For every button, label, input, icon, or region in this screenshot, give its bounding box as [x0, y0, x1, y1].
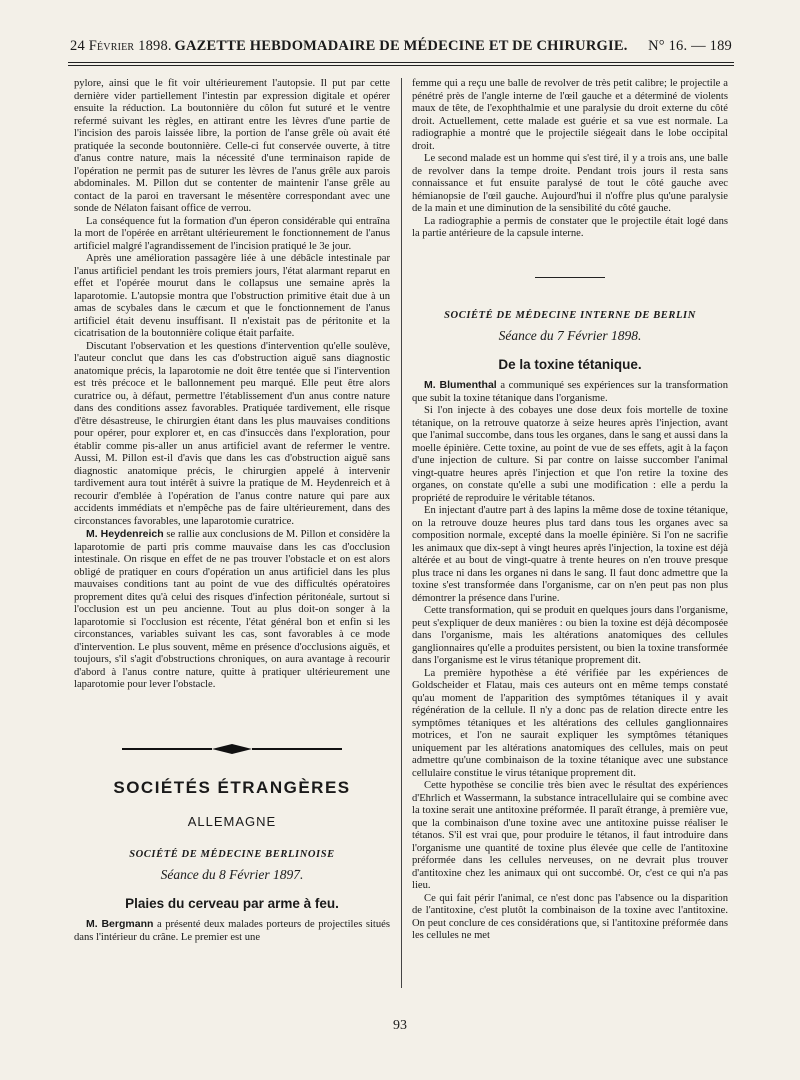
paragraph: La radiographie a permis de constater que le projectile était logé dans la partie antérieure de la capsule interne.	[412, 215, 728, 239]
right-paragraphs	[412, 379, 728, 943]
paragraph: Cette transformation, qui se produit en quelques jours dans l'organisme, peut s'expliquer de deux manières : ou bien la toxine est déjà décomposée dans l'organisme, mais les altérations anatomiques des cellules ganglionnaires qu'elle a produites persistent, ou bien la toxine transformée dans l'organisme est le virus tétanique proprement dit.	[412, 605, 728, 666]
paragraph: Après une amélioration passagère liée à une débâcle intestinale par l'anus artificiel pendant les trois premiers jours, l'état alarmant reparut en effet et l'opérée mourut dans le collapsus une semaine après la laparotomie. L'autopsie montra que l'obstruction primitive était due à un amas de scybales dans le cæcum et que le fonctionnement de l'anus artificiel était devenu insuffisant. Il n'existait pas de péritonite et la cicatrisation de la boutonnière colique était parfaite.	[74, 253, 390, 339]
paragraph: La conséquence fut la formation d'un éperon considérable qui entraîna la mort de l'opérée en arrêtant ultérieurement le fonctionnement de l'anus artificiel malgré l'agrandissement de l'incision pratiqué le 3e jour.	[74, 215, 390, 252]
paragraph: En injectant d'autre part à des lapins la même dose de toxine tétanique, on la retrouve douze heures plus tard dans tous les organes avec sa composition normale, excepté dans la moelle épinière. Si l'on ne sacrifie les animaux que dix-sept à vingt heures après l'injection, la toxine est déjà altérée et au bout de vingt-quatre à trente heures on n'en trouve presque plus trace ni dans les organes ni dans le sang. Il faut donc admettre que la toxine s'est transformée dans l'organisme, car on n'en peut pas non plus démontrer la présence dans l'urine.	[412, 505, 728, 604]
article-body	[74, 918, 390, 944]
society-name-right: SOCIÉTÉ DE MÉDECINE INTERNE DE BERLIN	[444, 309, 696, 321]
speaker-name: M. Bergmann	[86, 918, 154, 930]
society-name: SOCIÉTÉ DE MÉDECINE BERLINOISE	[129, 848, 335, 860]
seance-date: Séance du 8 Février 1897.	[160, 867, 304, 882]
article-title-right: De la toxine tétanique.	[498, 356, 642, 372]
paragraph: La première hypothèse a été vérifiée par les expériences de Goldscheider et Flatau, mais ces auteurs ont en même temps constaté qu'au moment de l'apparition des symptômes tétaniques il y avait régénération de la cellule. Il n'y a donc pas de relation directe entre les symptômes tétaniques et les altérations des cellules ganglionnaires motrices, et l'on ne saurait expliquer les symptômes tétaniques uniquement par les altérations anatomiques des cellules, mais on peut admettre qu'une combinaison de la toxine tétanique avec une substance cellulaire constitue le virus tétanique proprement dit.	[412, 667, 728, 779]
page-number: 93	[393, 1018, 407, 1033]
right-column	[412, 78, 728, 1008]
left-paragraphs	[74, 78, 390, 692]
paragraph: Ce qui fait périr l'animal, ce n'est donc pas l'absence ou la disparition de l'antitoxine, c'est plutôt la combinaison de la toxine avec l'antitoxine. On peut conclure de ces considérations que, si l'antitoxine préformée dans les cellules ne met	[412, 892, 728, 941]
column-divider	[401, 78, 402, 988]
paragraph: Si l'on injecte à des cobayes une dose deux fois mortelle de toxine tétanique, on la retrouve quatorze à seize heures après l'injection, avant que l'animal succombe, dans tous les organes, dans le sang et aussi dans la moelle épinière. Cette toxine, au point de vue de ses effets, agit à la façon d'une injection de culture. Si par contre on laisse succomber l'animal vingt-quatre heures après l'injection et que l'on retire la toxine des organes, on constate qu'elle a subi une modification : elle a perdu la propriété de reproduire le véritable tétanos.	[412, 405, 728, 504]
paragraph: M. Blumenthal a communiqué ses expériences sur la transformation que subit la toxine tétanique dans l'organisme.	[412, 379, 728, 404]
speaker-name: M. Blumenthal	[424, 379, 497, 391]
short-rule	[535, 277, 605, 278]
seance-date-right: Séance du 7 Février 1898.	[498, 328, 642, 343]
section-subtitle: ALLEMAGNE	[187, 814, 277, 829]
left-column	[74, 78, 390, 1008]
journal-title: GAZETTE HEBDOMADAIRE DE MÉDECINE ET DE CHIRURGIE.	[174, 38, 628, 54]
paragraph: M. Heydenreich se rallie aux conclusions de M. Pillon et considère la laparotomie de parti pris comme mauvaise dans les cas d'occlusion intestinale. On risque en effet de ne pas trouver l'obstacle et on est alors obligé de pratiquer en cours d'opération un anus artificiel dans les plus mauvaises conditions tant au point de vue des difficultés opératoires proprement dites qu'à celui des risques d'infection péritonéale, surtout si l'occlusion est un peu ancienne. Tout au plus doit-on songer à la laparotomie si l'occlusion est récente, l'état général bon et enfin si les circonstances, variables suivant les cas, sont favorables à ce mode d'intervention. Le plus souvent, même en présence d'occlusions aiguës, et toujours, s'il s'agit d'obstructions chroniques, on aura avantage à recourir d'abord à l'anus contre nature, quitte à pratiquer ultérieurement une laparotomie pour lever l'obstacle.	[74, 528, 390, 690]
ornamental-divider-icon	[122, 742, 342, 756]
issue-number: N° 16. — 189	[648, 38, 732, 54]
running-header	[70, 36, 732, 60]
paragraph: M. Bergmann a présenté deux malades porteurs de projectiles situés dans l'intérieur du crâne. Le premier est une	[74, 918, 390, 943]
paragraph: femme qui a reçu une balle de revolver de très petit calibre; le projectile a pénétré près de l'angle interne de l'œil gauche et a déterminé de violents maux de tête, de l'exophthalmie et une paralysie du droit externe du côté droit. Actuellement, cette malade est guérie et sa vue est normale. La radiographie a montré que le projectile siégeait dans le lobe occipital droit.	[412, 78, 728, 152]
paragraph: pylore, ainsi que le fit voir ultérieurement l'autopsie. Il put par cette dernière vider partiellement l'intestin par expression digitale et opérer ensuite la réduction. La boutonnière du côlon fut suturé et le ventre refermé suivant les règles, en attirant entre les lèvres d'une partie de l'incision des parois laissée libre, la portion de l'anse grêle où avait été pratiquée la seconde boutonnière. Celle-ci fut conservée ouverte, à titre d'anus contre nature, mais la nécessité d'une terminaison rapide de l'opération ne permit pas de suturer les lèvres de l'anus grêle aux parois abdominales. M. Pillon dut se contenter de maintenir l'anse grêle au contact de la paroi en traversant le mésentère correspondant avec une sonde de Nélaton faisant office de verrou.	[74, 78, 390, 214]
header-rule	[68, 62, 734, 66]
article-title: Plaies du cerveau par arme à feu.	[125, 895, 339, 911]
right-top-paragraphs	[412, 78, 728, 241]
header-date: 24 Février 1898.	[70, 38, 172, 54]
paragraph: Cette hypothèse se concilie très bien avec le résultat des expériences d'Ehrlich et Wassermann, la substance intracellulaire qui se combine avec la toxine serait une antitoxine préformée. Il paraît étrange, à première vue, que la combinaison d'une toxine avec une antitoxine puisse réaliser le tétanos. S'il est vrai que, pour produire le tétanos, il faut introduire dans l'organisme une quantité de toxine plus élevée que celle de l'antitoxine préformée dans les cellules nerveuses, on ne devrait plus trouver d'antitoxine chez les animaux qui ont succombé. Or, c'est ce qui n'a pas lieu.	[412, 780, 728, 891]
paragraph: Le second malade est un homme qui s'est tiré, il y a trois ans, une balle de revolver dans la tempe droite. Pendant trois jours il resta sans connaissance et fut ensuite paralysé de tout le côté gauche avec hémianopsie de l'œil gauche. Aujourd'hui il n'offre plus qu'une paralysie de la main et une diminution de la sensibilité du côté gauche.	[412, 153, 728, 214]
section-title: SOCIÉTÉS ÉTRANGÈRES	[113, 777, 351, 797]
speaker-name: M. Heydenreich	[86, 528, 164, 540]
paragraph: Discutant l'observation et les questions d'intervention qu'elle soulève, l'auteur conclut que dans les cas d'obstruction aiguë sans diagnostic anatomique précis, la laparotomie ne doit être tentée que si l'intervention est très précoce et le ballonnement peu marqué. Elle peut être alors curatrice ou, à défaut, permettre l'établissement d'un anus contre nature dans des conditions assez favorables. Pratiquée tardivement, elle risque d'être désastreuse, le chirurgien étant dans les plus mauvaises conditions pour opérer, pour explorer et, en cas d'insuccès dans l'exploration, pour établir comme pis-aller un anus artificiel avant de refermer le ventre. Aussi, M. Pillon est-il d'avis que dans les cas d'obstruction aiguë sans diagnostic anatomique précis, le chirurgien appelé à intervenir tardivement aura tout intérêt à suivre la pratique de M. Heydenreich et à recourir d'emblée à l'opération de l'anus contre nature qui pare aux accidents immédiats et n'empêche pas de faire ultérieurement, dans des circonstances favorables, une laparotomie curatrice.	[74, 340, 390, 527]
